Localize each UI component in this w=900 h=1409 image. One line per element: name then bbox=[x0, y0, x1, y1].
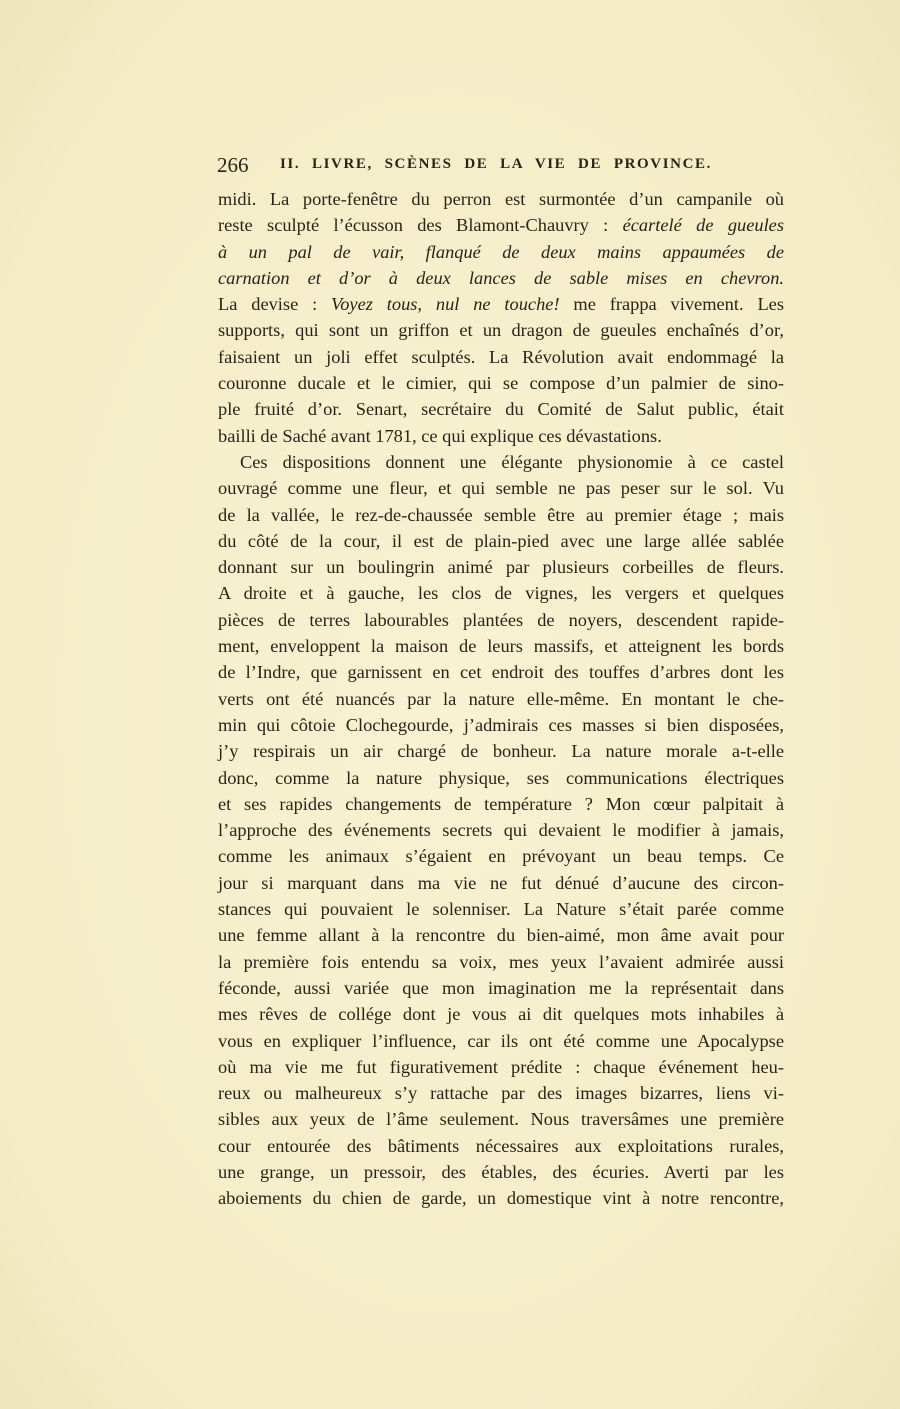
text-run: Ces dispositions donnent une élégante physionomie à ce castel bbox=[240, 451, 784, 472]
text-line bbox=[218, 1080, 784, 1106]
text-run: mes rêves de collége dont je vous ai dit quelques mots inhabiles à bbox=[218, 1004, 784, 1025]
text-line bbox=[218, 1106, 784, 1132]
text-run: ple fruité d’or. Senart, secrétaire du Comité de Salut public, était bbox=[218, 399, 784, 420]
text-line bbox=[218, 528, 784, 554]
text-line bbox=[218, 580, 784, 606]
text-line bbox=[218, 896, 784, 922]
text-line bbox=[218, 817, 784, 843]
text-line bbox=[218, 659, 784, 685]
text-run: midi. La porte-fenêtre du perron est surmontée d’un campanile où bbox=[218, 189, 784, 209]
text-run: reux ou malheureux s’y rattache par des images bizarres, liens vi- bbox=[218, 1083, 784, 1104]
text-run: supports, qui sont un griffon et un dragon de gueules enchaînés d’or, bbox=[218, 320, 784, 341]
text-run: jour si marquant dans ma vie ne fut dénué d’aucune des circon- bbox=[218, 872, 784, 893]
text-run: verts ont été nuancés par la nature elle-même. En montant le che- bbox=[218, 688, 784, 709]
italic-text: à un pal de vair, flanqué de deux mains appaumées de bbox=[218, 241, 784, 262]
text-line bbox=[218, 265, 784, 291]
italic-text: Voyez tous, nul ne touche! bbox=[331, 294, 560, 315]
text-run: une femme allant à la rencontre du bien-aimé, mon âme avait pour bbox=[218, 925, 784, 946]
text-line bbox=[218, 370, 784, 396]
text-line bbox=[218, 686, 784, 712]
text-run: la première fois entendu sa voix, mes yeux l’avaient admirée aussi bbox=[218, 951, 784, 972]
text-line bbox=[218, 712, 784, 738]
text-line bbox=[218, 633, 784, 659]
text-line bbox=[218, 396, 784, 422]
text-run: féconde, aussi variée que mon imagination me la représentait dans bbox=[218, 977, 784, 998]
text-line bbox=[218, 1054, 784, 1080]
text-line bbox=[218, 843, 784, 869]
text-run: bailli de Saché avant 1781, ce qui explique ces dévastations. bbox=[218, 425, 662, 446]
text-run: où ma vie me fut figurativement prédite : chaque événement heu- bbox=[218, 1056, 784, 1077]
text-run: de la vallée, le rez-de-chaussée semble être au premier étage ; mais bbox=[218, 504, 784, 525]
text-line bbox=[218, 423, 784, 449]
text-run: du côté de la cour, il est de plain-pied avec une large allée sablée bbox=[218, 530, 784, 551]
text-run: cour entourée des bâtiments nécessaires aux exploitations rurales, bbox=[218, 1135, 784, 1156]
text-line bbox=[218, 1185, 784, 1211]
text-run: ouvragé comme une fleur, et qui semble ne pas peser sur le sol. Vu bbox=[218, 478, 784, 499]
text-line bbox=[218, 1001, 784, 1027]
text-line bbox=[218, 1133, 784, 1159]
text-line bbox=[218, 765, 784, 791]
text-line bbox=[218, 475, 784, 501]
text-run: donnant sur un boulingrin animé par plusieurs corbeilles de fleurs. bbox=[218, 557, 784, 578]
text-line bbox=[218, 1159, 784, 1185]
text-line bbox=[218, 949, 784, 975]
text-line bbox=[218, 870, 784, 896]
text-run: sibles aux yeux de l’âme seulement. Nous traversâmes une première bbox=[218, 1109, 784, 1130]
text-line bbox=[218, 791, 784, 817]
text-line bbox=[218, 239, 784, 265]
text-run: comme les animaux s’égaient en prévoyant un beau temps. Ce bbox=[218, 846, 784, 867]
text-run: A droite et à gauche, les clos de vignes, les vergers et quelques bbox=[218, 583, 784, 604]
text-run: faisaient un joli effet sculptés. La Révolution avait endommagé la bbox=[218, 346, 784, 367]
text-run: j’y respirais un air chargé de bonheur. La nature morale a-t-elle bbox=[218, 741, 784, 762]
running-title: II. LIVRE, SCÈNES DE LA VIE DE PROVINCE. bbox=[280, 156, 712, 172]
text-run: stances qui pouvaient le solenniser. La Nature s’était parée comme bbox=[218, 899, 784, 920]
text-line bbox=[218, 1028, 784, 1054]
text-run: pièces de terres labourables plantées de noyers, descendent rapide- bbox=[218, 609, 784, 630]
text-run: me frappa vivement. Les bbox=[559, 294, 784, 315]
text-run: de l’Indre, que garnissent en cet endroit des touffes d’arbres dont les bbox=[218, 662, 784, 683]
page-number: 266 bbox=[217, 153, 249, 177]
text-run: vous en expliquer l’influence, car ils ont été comme une Apocalypse bbox=[218, 1030, 784, 1051]
text-line bbox=[218, 554, 784, 580]
text-run: et ses rapides changements de température ? Mon cœur palpitait à bbox=[218, 793, 784, 814]
text-line bbox=[218, 607, 784, 633]
body-text bbox=[218, 186, 784, 1212]
text-line bbox=[218, 449, 784, 475]
text-line bbox=[218, 317, 784, 343]
text-line bbox=[218, 186, 784, 212]
text-line bbox=[218, 291, 784, 317]
text-line bbox=[218, 922, 784, 948]
text-run: aboiements du chien de garde, un domestique vint à notre rencontre, bbox=[218, 1188, 784, 1209]
text-line bbox=[218, 344, 784, 370]
text-run: une grange, un pressoir, des étables, des écuries. Averti par les bbox=[218, 1161, 784, 1182]
text-run: l’approche des événements secrets qui devaient le modifier à jamais, bbox=[218, 820, 784, 841]
text-line bbox=[218, 738, 784, 764]
text-run: couronne ducale et le cimier, qui se compose d’un palmier de sino- bbox=[218, 373, 784, 394]
text-line bbox=[218, 212, 784, 238]
text-run: reste sculpté l’écusson des Blamont-Chauvry : bbox=[218, 215, 623, 236]
italic-text: carnation et d’or à deux lances de sable mises en chevron. bbox=[218, 267, 784, 288]
text-line bbox=[218, 975, 784, 1001]
text-run: donc, comme la nature physique, ses communications électriques bbox=[218, 767, 784, 788]
text-run: La devise : bbox=[218, 294, 332, 315]
italic-text: écartelé de gueules bbox=[622, 215, 785, 236]
text-line bbox=[218, 502, 784, 528]
text-run: ment, enveloppent la maison de leurs massifs, et atteignent les bords bbox=[218, 636, 784, 657]
text-run: min qui côtoie Clochegourde, j’admirais ces masses si bien disposées, bbox=[218, 714, 784, 735]
